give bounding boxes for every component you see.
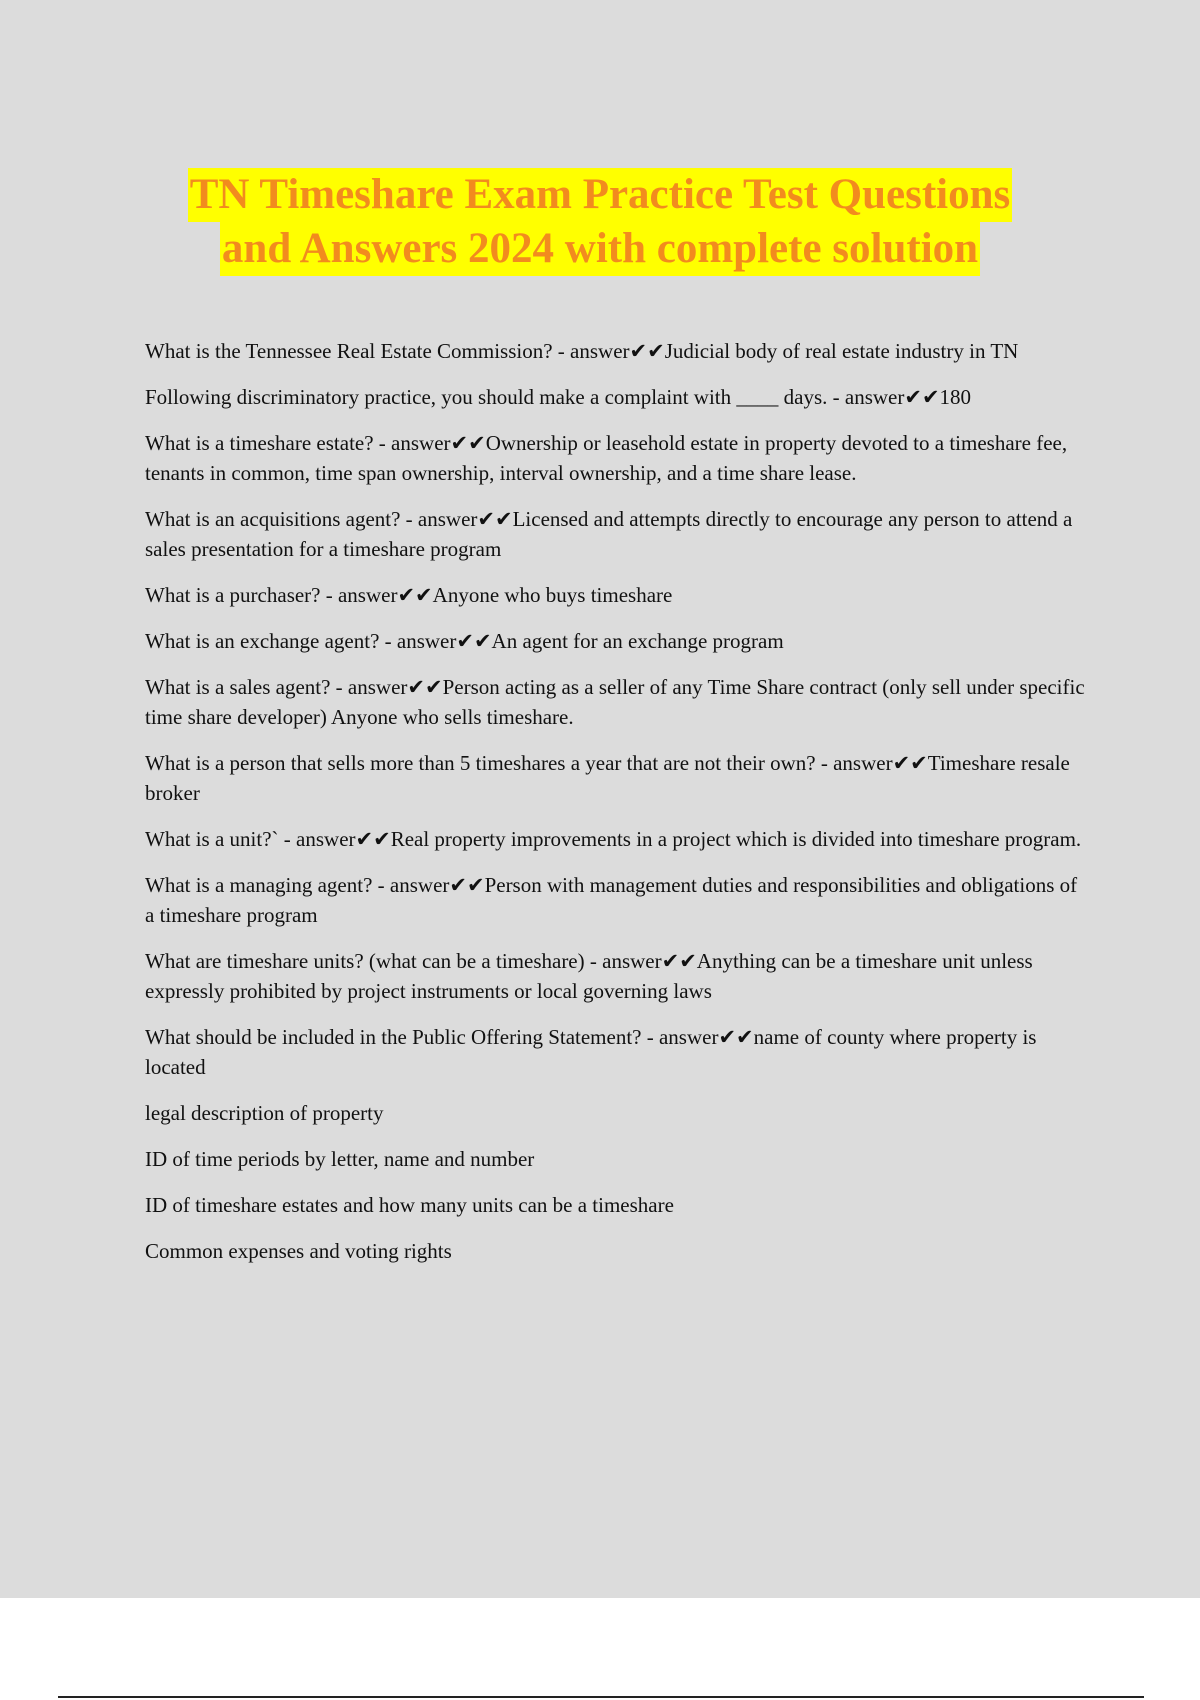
qa-item: What is an exchange agent? - answer✔✔An agent for an exchange program <box>145 629 784 653</box>
continuation-line: Common expenses and voting rights <box>145 1239 452 1263</box>
qa-item: What is a purchaser? - answer✔✔Anyone who buys timeshare <box>145 583 673 607</box>
qa-list <box>145 336 1085 1282</box>
qa-item: Following discriminatory practice, you should make a complaint with ____ days. - answer✔✔180 <box>145 385 972 409</box>
document-title <box>120 168 1080 276</box>
title-line-1: TN Timeshare Exam Practice Test Questions <box>188 168 1013 222</box>
qa-item: What is a timeshare estate? - answer✔✔Ownership or leasehold estate in property devoted to a timeshare fee, tenants in common, time span ownership, interval ownership, and a time share lease. <box>145 431 1068 485</box>
page-bottom-rule <box>58 1696 1144 1698</box>
continuation-line: legal description of property <box>145 1101 384 1125</box>
title-line-2: and Answers 2024 with complete solution <box>220 222 980 276</box>
continuation-line: ID of time periods by letter, name and number <box>145 1147 535 1171</box>
continuation-line: ID of timeshare estates and how many units can be a timeshare <box>145 1193 674 1217</box>
qa-item: What is a managing agent? - answer✔✔Person with management duties and responsibilities and obligations of a timeshare program <box>145 873 1078 927</box>
qa-item: What is an acquisitions agent? - answer✔✔Licensed and attempts directly to encourage any person to attend a sales presentation for a timeshare program <box>145 507 1073 561</box>
qa-item: What is a unit?` - answer✔✔Real property improvements in a project which is divided into timeshare program. <box>145 827 1082 851</box>
qa-item: What is the Tennessee Real Estate Commission? - answer✔✔Judicial body of real estate industry in TN <box>145 339 1019 363</box>
qa-item: What is a person that sells more than 5 timeshares a year that are not their own? - answer✔✔Timeshare resale broker <box>145 751 1070 805</box>
qa-item: What is a sales agent? - answer✔✔Person acting as a seller of any Time Share contract (only sell under specific time share developer) Anyone who sells timeshare. <box>145 675 1085 729</box>
qa-item: What should be included in the Public Offering Statement? - answer✔✔name of county where property is located <box>145 1025 1037 1079</box>
qa-item: What are timeshare units? (what can be a timeshare) - answer✔✔Anything can be a timeshare unit unless expressly prohibited by project instruments or local governing laws <box>145 949 1033 1003</box>
